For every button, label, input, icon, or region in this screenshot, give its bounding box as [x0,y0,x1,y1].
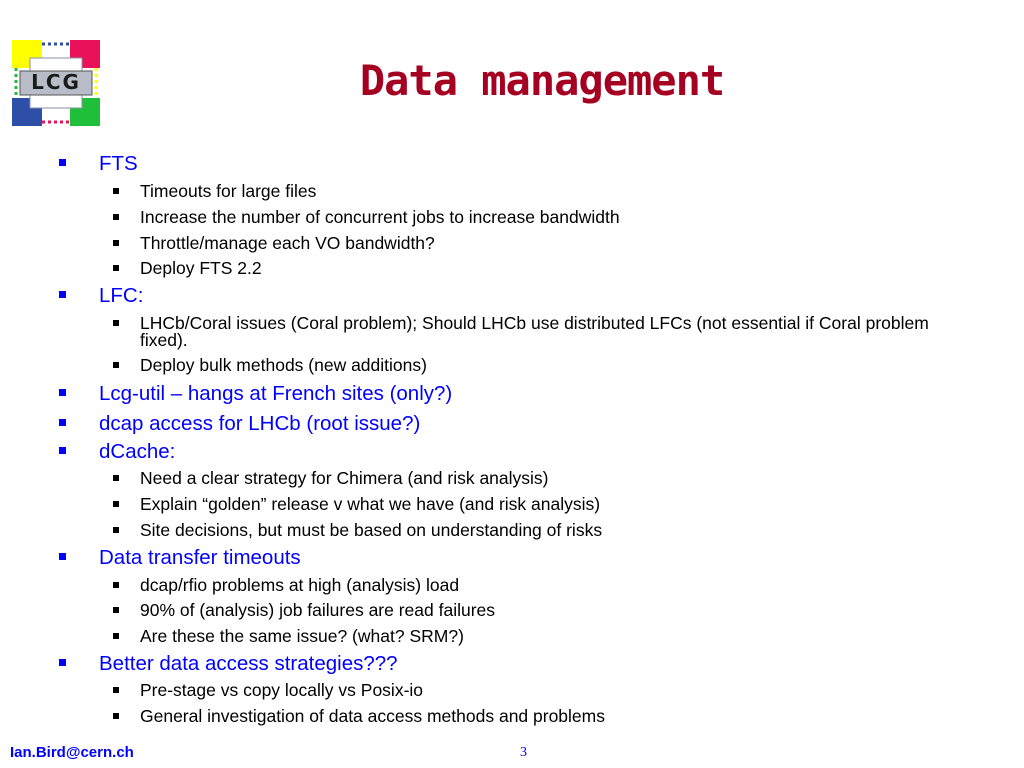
page-number: 3 [520,745,527,760]
square-bullet-icon [113,240,119,246]
square-bullet-icon [113,633,119,639]
square-bullet-icon [113,475,119,481]
sub-bullet: Explain “golden” release v what we have (and risk analysis) [140,496,970,513]
page-title: Data management [359,56,725,105]
bullet-data-access: Better data access strategies??? [99,652,398,676]
sub-bullet: Pre-stage vs copy locally vs Posix-io [140,682,970,699]
square-bullet-icon [59,553,66,560]
bullet-dcache: dCache: [99,440,175,464]
bullet-data-transfer: Data transfer timeouts [99,546,301,570]
square-bullet-icon [113,362,119,368]
logo-text: LCG [31,70,81,94]
square-bullet-icon [59,447,66,454]
square-bullet-icon [113,713,119,719]
square-bullet-icon [113,188,119,194]
sub-bullet: Need a clear strategy for Chimera (and risk analysis) [140,470,970,487]
square-bullet-icon [59,159,66,166]
bullet-lcg-util: Lcg-util – hangs at French sites (only?) [99,382,452,406]
sub-bullet: Timeouts for large files [140,183,970,200]
sub-bullet: General investigation of data access methods and problems [140,708,970,725]
sub-bullet: Site decisions, but must be based on understanding of risks [140,522,970,539]
square-bullet-icon [113,527,119,533]
square-bullet-icon [59,419,66,426]
sub-bullet: dcap/rfio problems at high (analysis) load [140,577,970,594]
sub-bullet: Increase the number of concurrent jobs to increase bandwidth [140,209,970,226]
sub-bullet: 90% of (analysis) job failures are read failures [140,602,970,619]
sub-bullet: Are these the same issue? (what? SRM?) [140,628,970,645]
square-bullet-icon [113,501,119,507]
square-bullet-icon [113,607,119,613]
bullet-dcap: dcap access for LHCb (root issue?) [99,412,420,436]
square-bullet-icon [59,389,66,396]
square-bullet-icon [113,265,119,271]
sub-bullet: Throttle/manage each VO bandwidth? [140,235,970,252]
footer-email: Ian.Bird@cern.ch [10,744,134,761]
sub-bullet: Deploy bulk methods (new additions) [140,357,970,374]
square-bullet-icon [113,687,119,693]
square-bullet-icon [113,320,119,326]
sub-bullet: LHCb/Coral issues (Coral problem); Should LHCb use distributed LFCs (not essential if Coral problem fixed). [140,315,970,349]
square-bullet-icon [59,659,66,666]
sub-bullet: Deploy FTS 2.2 [140,260,970,277]
square-bullet-icon [59,291,66,298]
bullet-lfc: LFC: [99,284,143,308]
bullet-fts: FTS [99,152,138,176]
square-bullet-icon [113,214,119,220]
square-bullet-icon [113,582,119,588]
